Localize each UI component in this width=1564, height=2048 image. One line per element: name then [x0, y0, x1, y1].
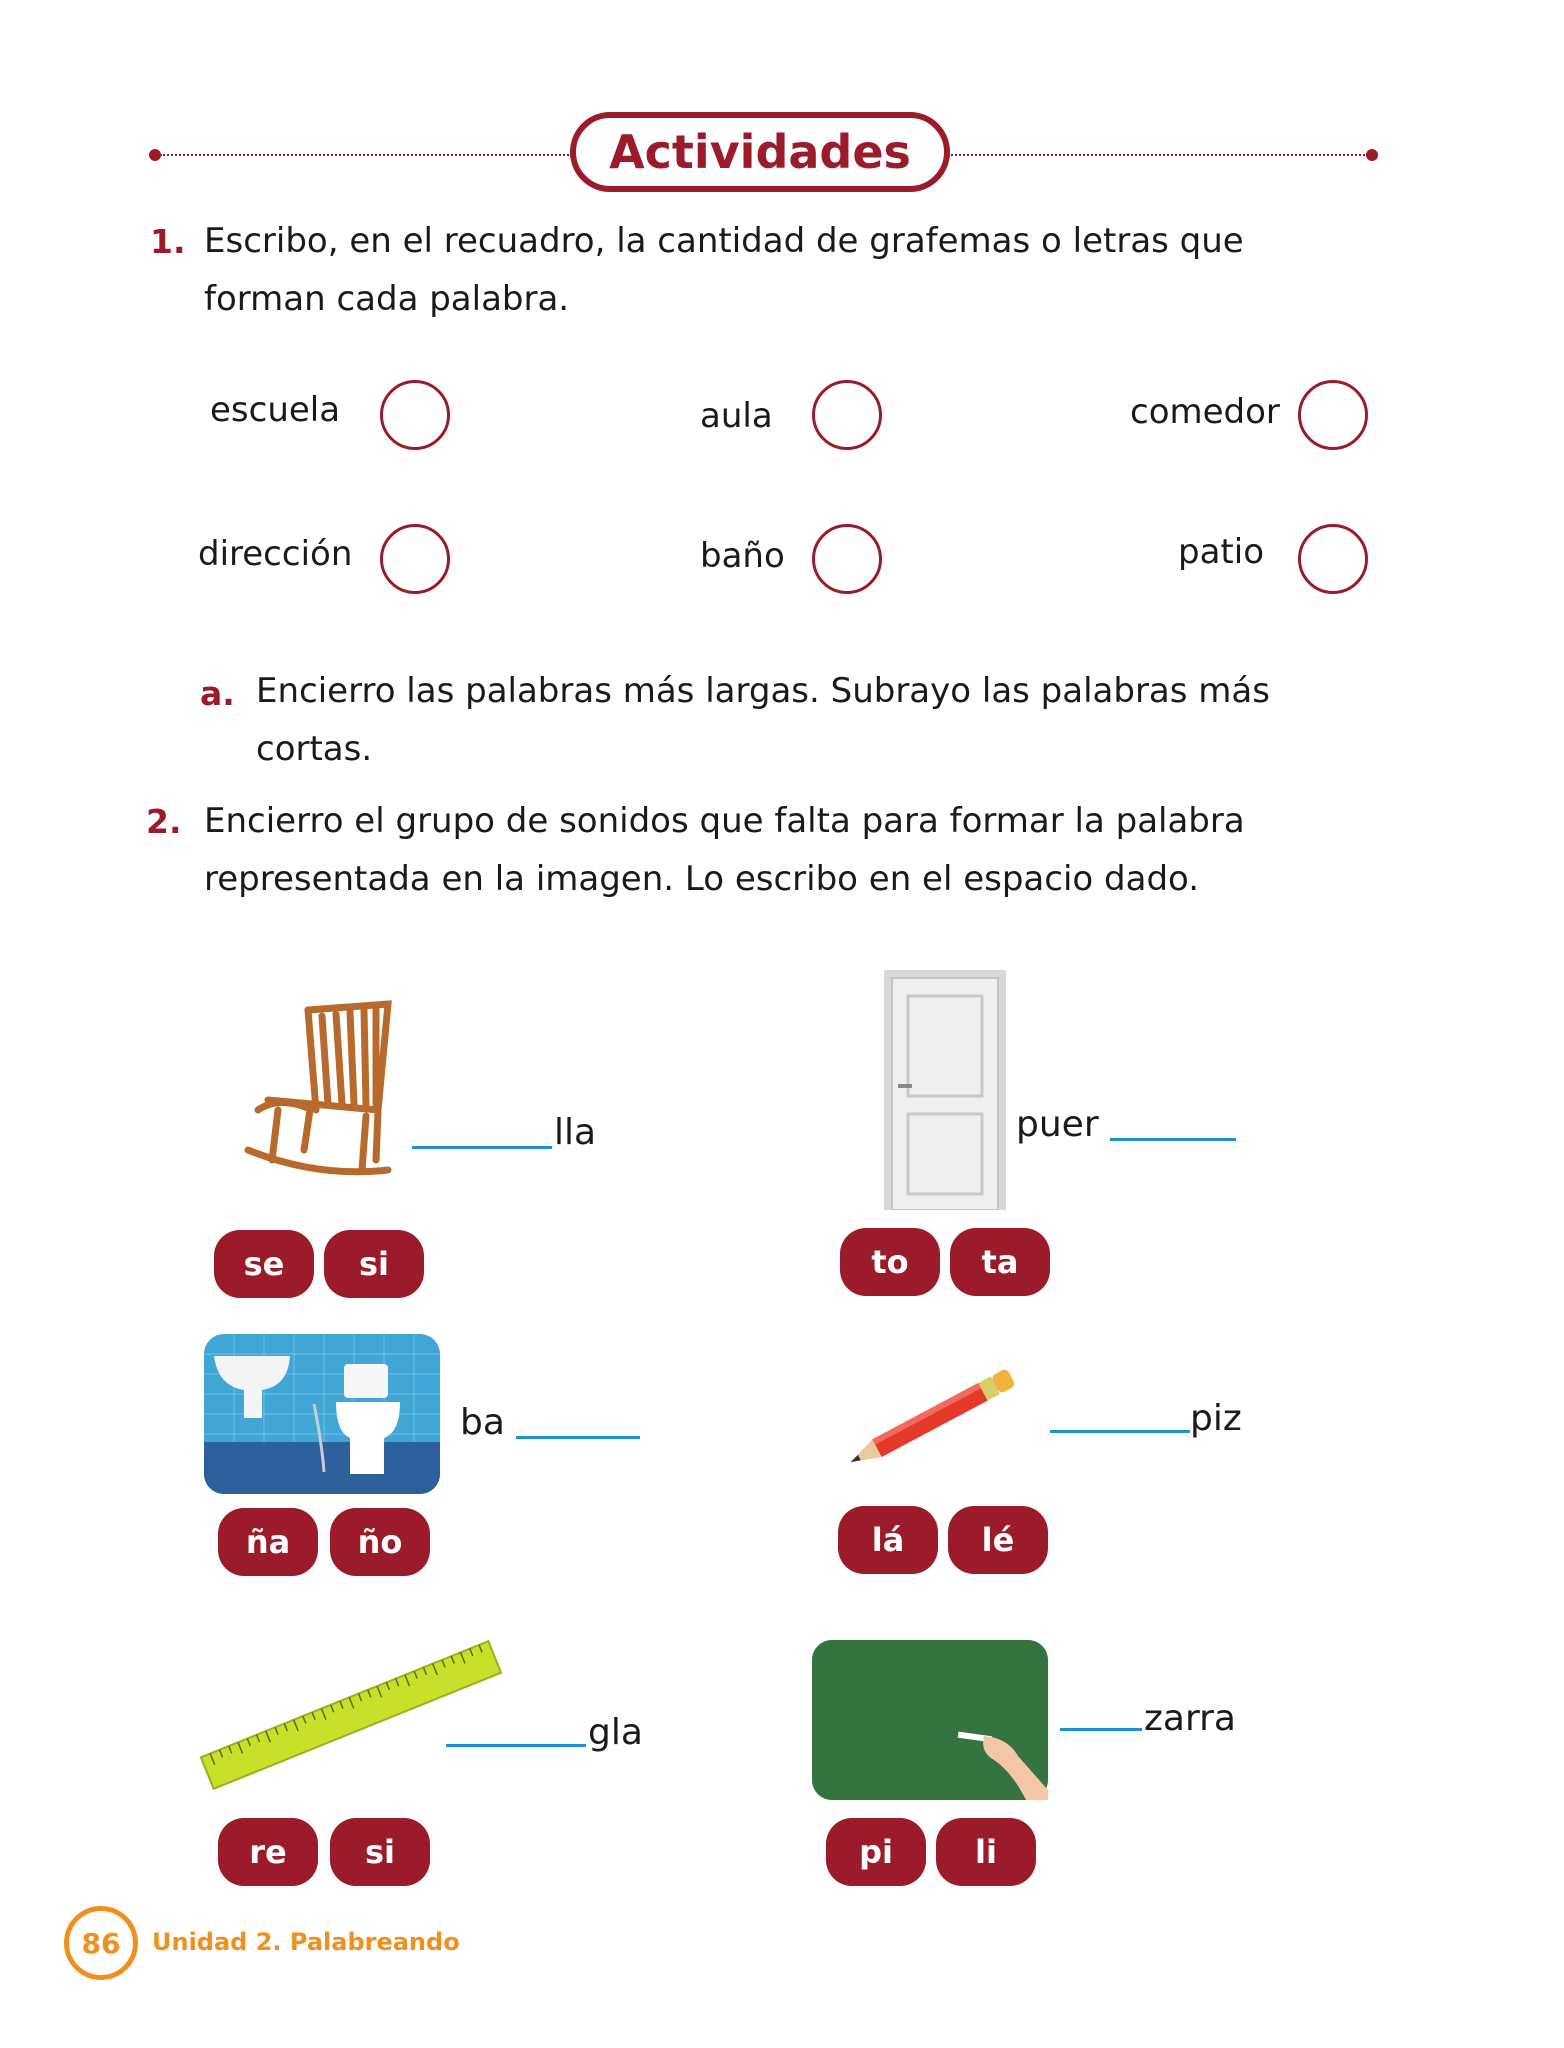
option-ta[interactable]: ta: [950, 1228, 1050, 1296]
option-na[interactable]: ña: [218, 1508, 318, 1576]
word-fragment-ruler: gla: [588, 1712, 643, 1753]
word-fragment-pencil: piz: [1190, 1398, 1242, 1439]
answer-circle-comedor[interactable]: [1298, 380, 1368, 450]
question-2-number: 2.: [146, 802, 182, 841]
answer-blank-door[interactable]: [1110, 1138, 1236, 1141]
option-pi[interactable]: pi: [826, 1818, 926, 1886]
unit-title: Unidad 2. Palabreando: [152, 1928, 460, 1956]
option-la[interactable]: lá: [838, 1506, 938, 1574]
question-2-text-line1: Encierro el grupo de sonidos que falta para formar la palabra: [204, 801, 1245, 841]
answer-circle-direccion[interactable]: [380, 524, 450, 594]
pencil-image: [830, 1360, 1030, 1480]
question-1a-text-line1: Encierro las palabras más largas. Subrayo las palabras más: [256, 671, 1270, 711]
word-patio: patio: [1178, 532, 1264, 572]
answer-circle-aula[interactable]: [812, 380, 882, 450]
door-image: [884, 970, 1006, 1210]
option-le[interactable]: lé: [948, 1506, 1048, 1574]
option-li[interactable]: li: [936, 1818, 1036, 1886]
answer-blank-bath[interactable]: [516, 1436, 640, 1439]
word-direccion: dirección: [198, 534, 353, 574]
word-comedor: comedor: [1130, 392, 1280, 432]
rocking-chair-image: [238, 1000, 408, 1180]
option-no[interactable]: ño: [330, 1508, 430, 1576]
option-re[interactable]: re: [218, 1818, 318, 1886]
word-fragment-door: puer: [1016, 1104, 1099, 1145]
header-divider-left: [160, 154, 572, 156]
page-number: 86: [81, 1926, 121, 1960]
answer-blank-ruler[interactable]: [446, 1744, 586, 1747]
question-1-text-line1: Escribo, en el recuadro, la cantidad de grafemas o letras que: [204, 221, 1244, 261]
option-si-2[interactable]: si: [330, 1818, 430, 1886]
word-fragment-bath: ba: [460, 1402, 505, 1443]
answer-circle-escuela[interactable]: [380, 380, 450, 450]
header-divider-right: [948, 154, 1368, 156]
answer-blank-chalkboard[interactable]: [1060, 1728, 1142, 1731]
question-1-number: 1.: [150, 222, 186, 261]
section-title: Actividades: [609, 125, 911, 179]
chalkboard-image: [812, 1640, 1048, 1800]
option-si[interactable]: si: [324, 1230, 424, 1298]
question-1-text-line2: forman cada palabra.: [204, 279, 570, 319]
word-aula: aula: [700, 396, 773, 436]
question-2-text-line2: representada en la imagen. Lo escribo en el espacio dado.: [204, 859, 1200, 899]
word-fragment-chalkboard: zarra: [1144, 1698, 1236, 1739]
ruler-image: [186, 1640, 516, 1790]
word-escuela: escuela: [210, 390, 341, 430]
word-bano: baño: [700, 536, 785, 576]
question-1a-letter: a.: [200, 674, 235, 713]
answer-circle-bano[interactable]: [812, 524, 882, 594]
header-dot-right: [1366, 149, 1378, 161]
bathroom-image: [204, 1334, 440, 1494]
option-to[interactable]: to: [840, 1228, 940, 1296]
answer-blank-chair[interactable]: [412, 1146, 552, 1149]
page-number-badge: [64, 1906, 138, 1980]
answer-blank-pencil[interactable]: [1050, 1430, 1190, 1433]
section-title-badge: [570, 112, 950, 192]
option-se[interactable]: se: [214, 1230, 314, 1298]
answer-circle-patio[interactable]: [1298, 524, 1368, 594]
word-fragment-chair: lla: [554, 1112, 597, 1153]
question-1a-text-line2: cortas.: [256, 729, 373, 769]
